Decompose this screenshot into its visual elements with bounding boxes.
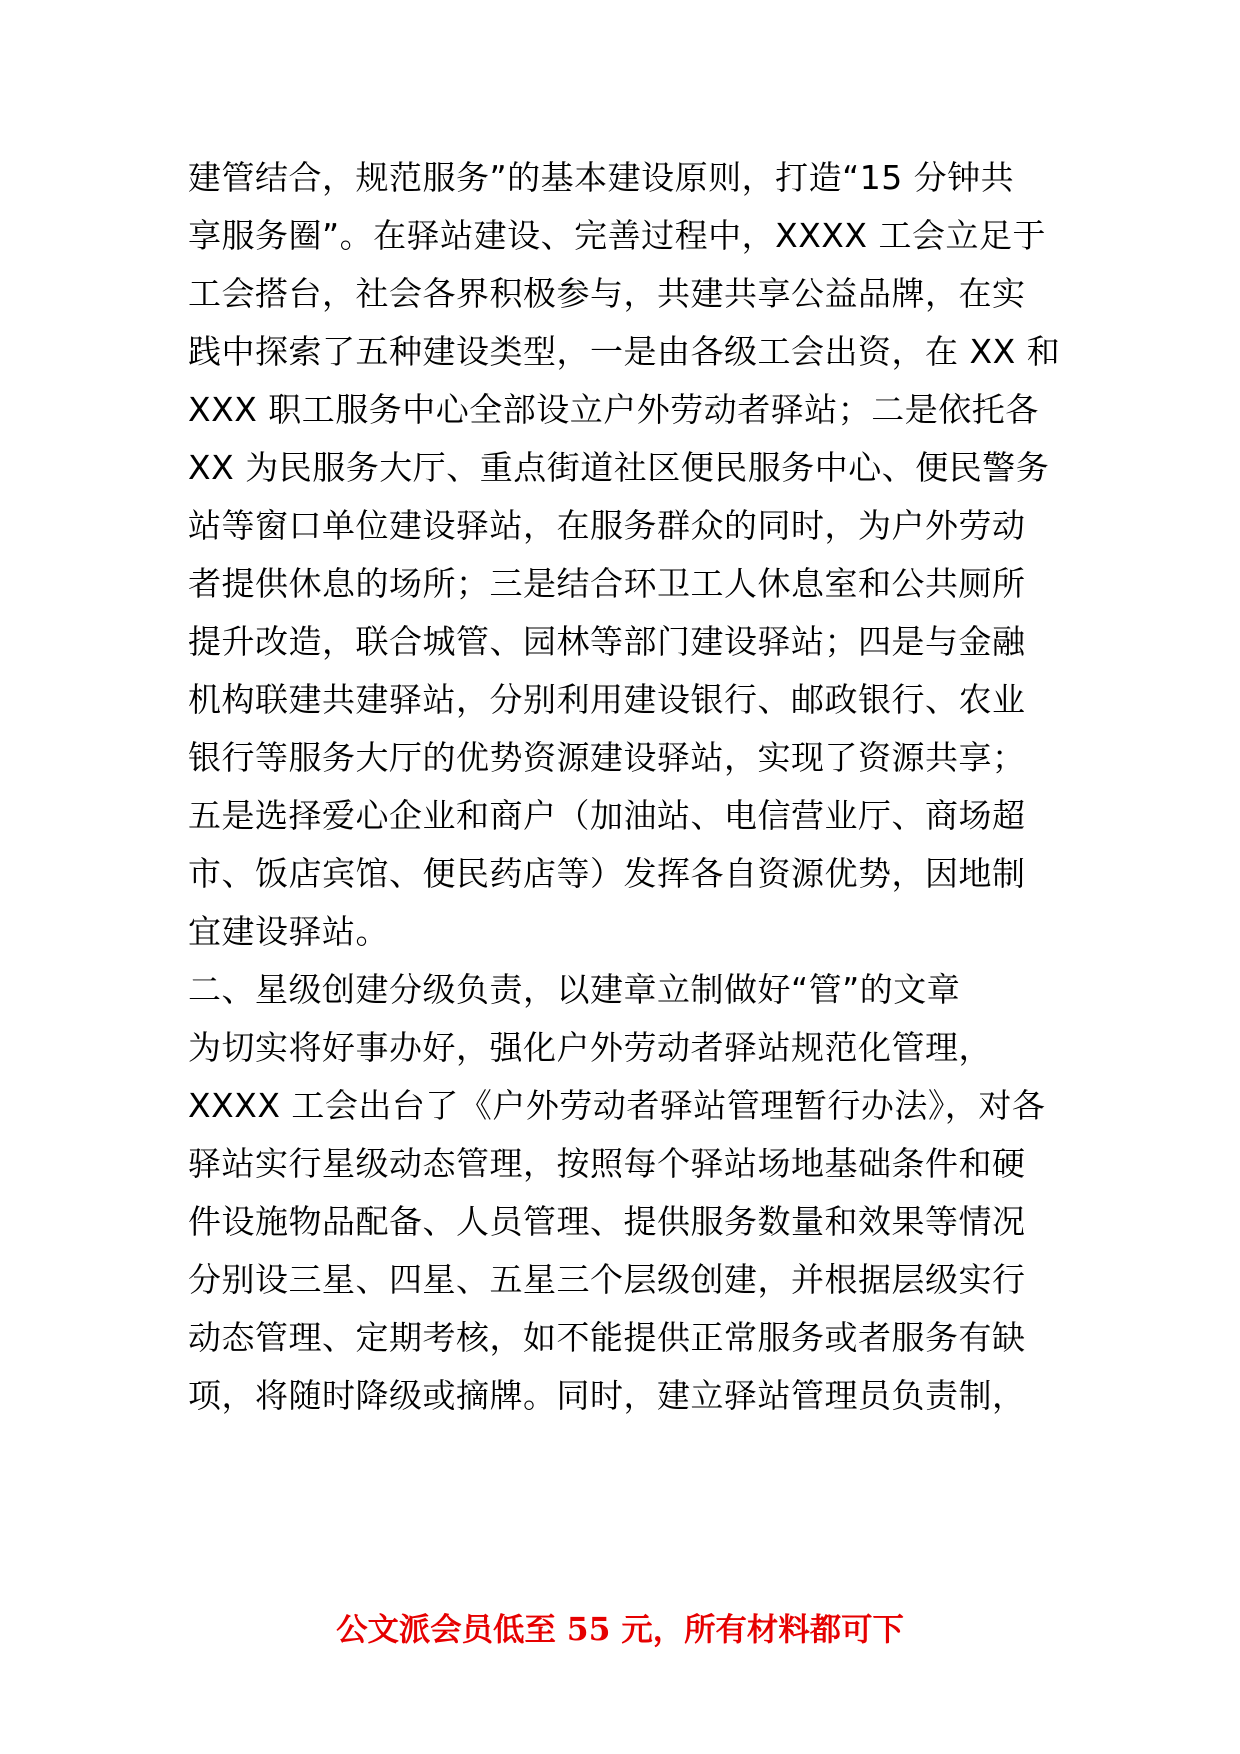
body-text-line: 分别设三星、四星、五星三个层级创建，并根据层级实行 bbox=[188, 1260, 1026, 1299]
body-text-line: 机构联建共建驿站，分别利用建设银行、邮政银行、农业 bbox=[188, 680, 1026, 719]
body-text-line: 动态管理、定期考核，如不能提供正常服务或者服务有缺 bbox=[188, 1318, 1026, 1357]
body-text-line: 践中探索了五种建设类型，一是由各级工会出资，在 XX 和 bbox=[188, 332, 1061, 371]
body-text-line: 宜建设驿站。 bbox=[188, 912, 389, 951]
body-text-line: 驿站实行星级动态管理，按照每个驿站场地基础条件和硬 bbox=[188, 1144, 1026, 1183]
body-text-line: 五是选择爱心企业和商户（加油站、电信营业厅、商场超 bbox=[188, 796, 1026, 835]
body-text-line: XXX 职工服务中心全部设立户外劳动者驿站；二是依托各 bbox=[188, 390, 1039, 429]
body-text-line: 项，将随时降级或摘牌。同时，建立驿站管理员负责制， bbox=[188, 1376, 1026, 1415]
body-text-line: 建管结合，规范服务”的基本建设原则，打造“15 分钟共 bbox=[188, 158, 1015, 197]
body-text-line: 享服务圈”。在驿站建设、完善过程中，XXXX 工会立足于 bbox=[188, 216, 1047, 255]
body-text-line: 件设施物品配备、人员管理、提供服务数量和效果等情况 bbox=[188, 1202, 1026, 1241]
body-text-line: XX 为民服务大厅、重点街道社区便民服务中心、便民警务 bbox=[188, 448, 1050, 487]
body-text-line: XXXX 工会出台了《户外劳动者驿站管理暂行办法》，对各 bbox=[188, 1086, 1046, 1125]
body-text-line: 工会搭台，社会各界积极参与，共建共享公益品牌，在实 bbox=[188, 274, 1026, 313]
body-text-line: 市、饭店宾馆、便民药店等）发挥各自资源优势，因地制 bbox=[188, 854, 1026, 893]
body-text-line: 为切实将好事办好，强化户外劳动者驿站规范化管理， bbox=[188, 1028, 992, 1067]
body-text-line: 者提供休息的场所；三是结合环卫工人休息室和公共厕所 bbox=[188, 564, 1026, 603]
body-text-line: 站等窗口单位建设驿站，在服务群众的同时，为户外劳动 bbox=[188, 506, 1026, 545]
section-heading: 二、星级创建分级负责，以建章立制做好“管”的文章 bbox=[188, 970, 961, 1009]
footer-promo-text: 公文派会员低至 55 元，所有材料都可下 bbox=[336, 1612, 904, 1648]
body-text-line: 提升改造，联合城管、园林等部门建设驿站；四是与金融 bbox=[188, 622, 1026, 661]
body-text-line: 银行等服务大厅的优势资源建设驿站，实现了资源共享； bbox=[188, 738, 1026, 777]
